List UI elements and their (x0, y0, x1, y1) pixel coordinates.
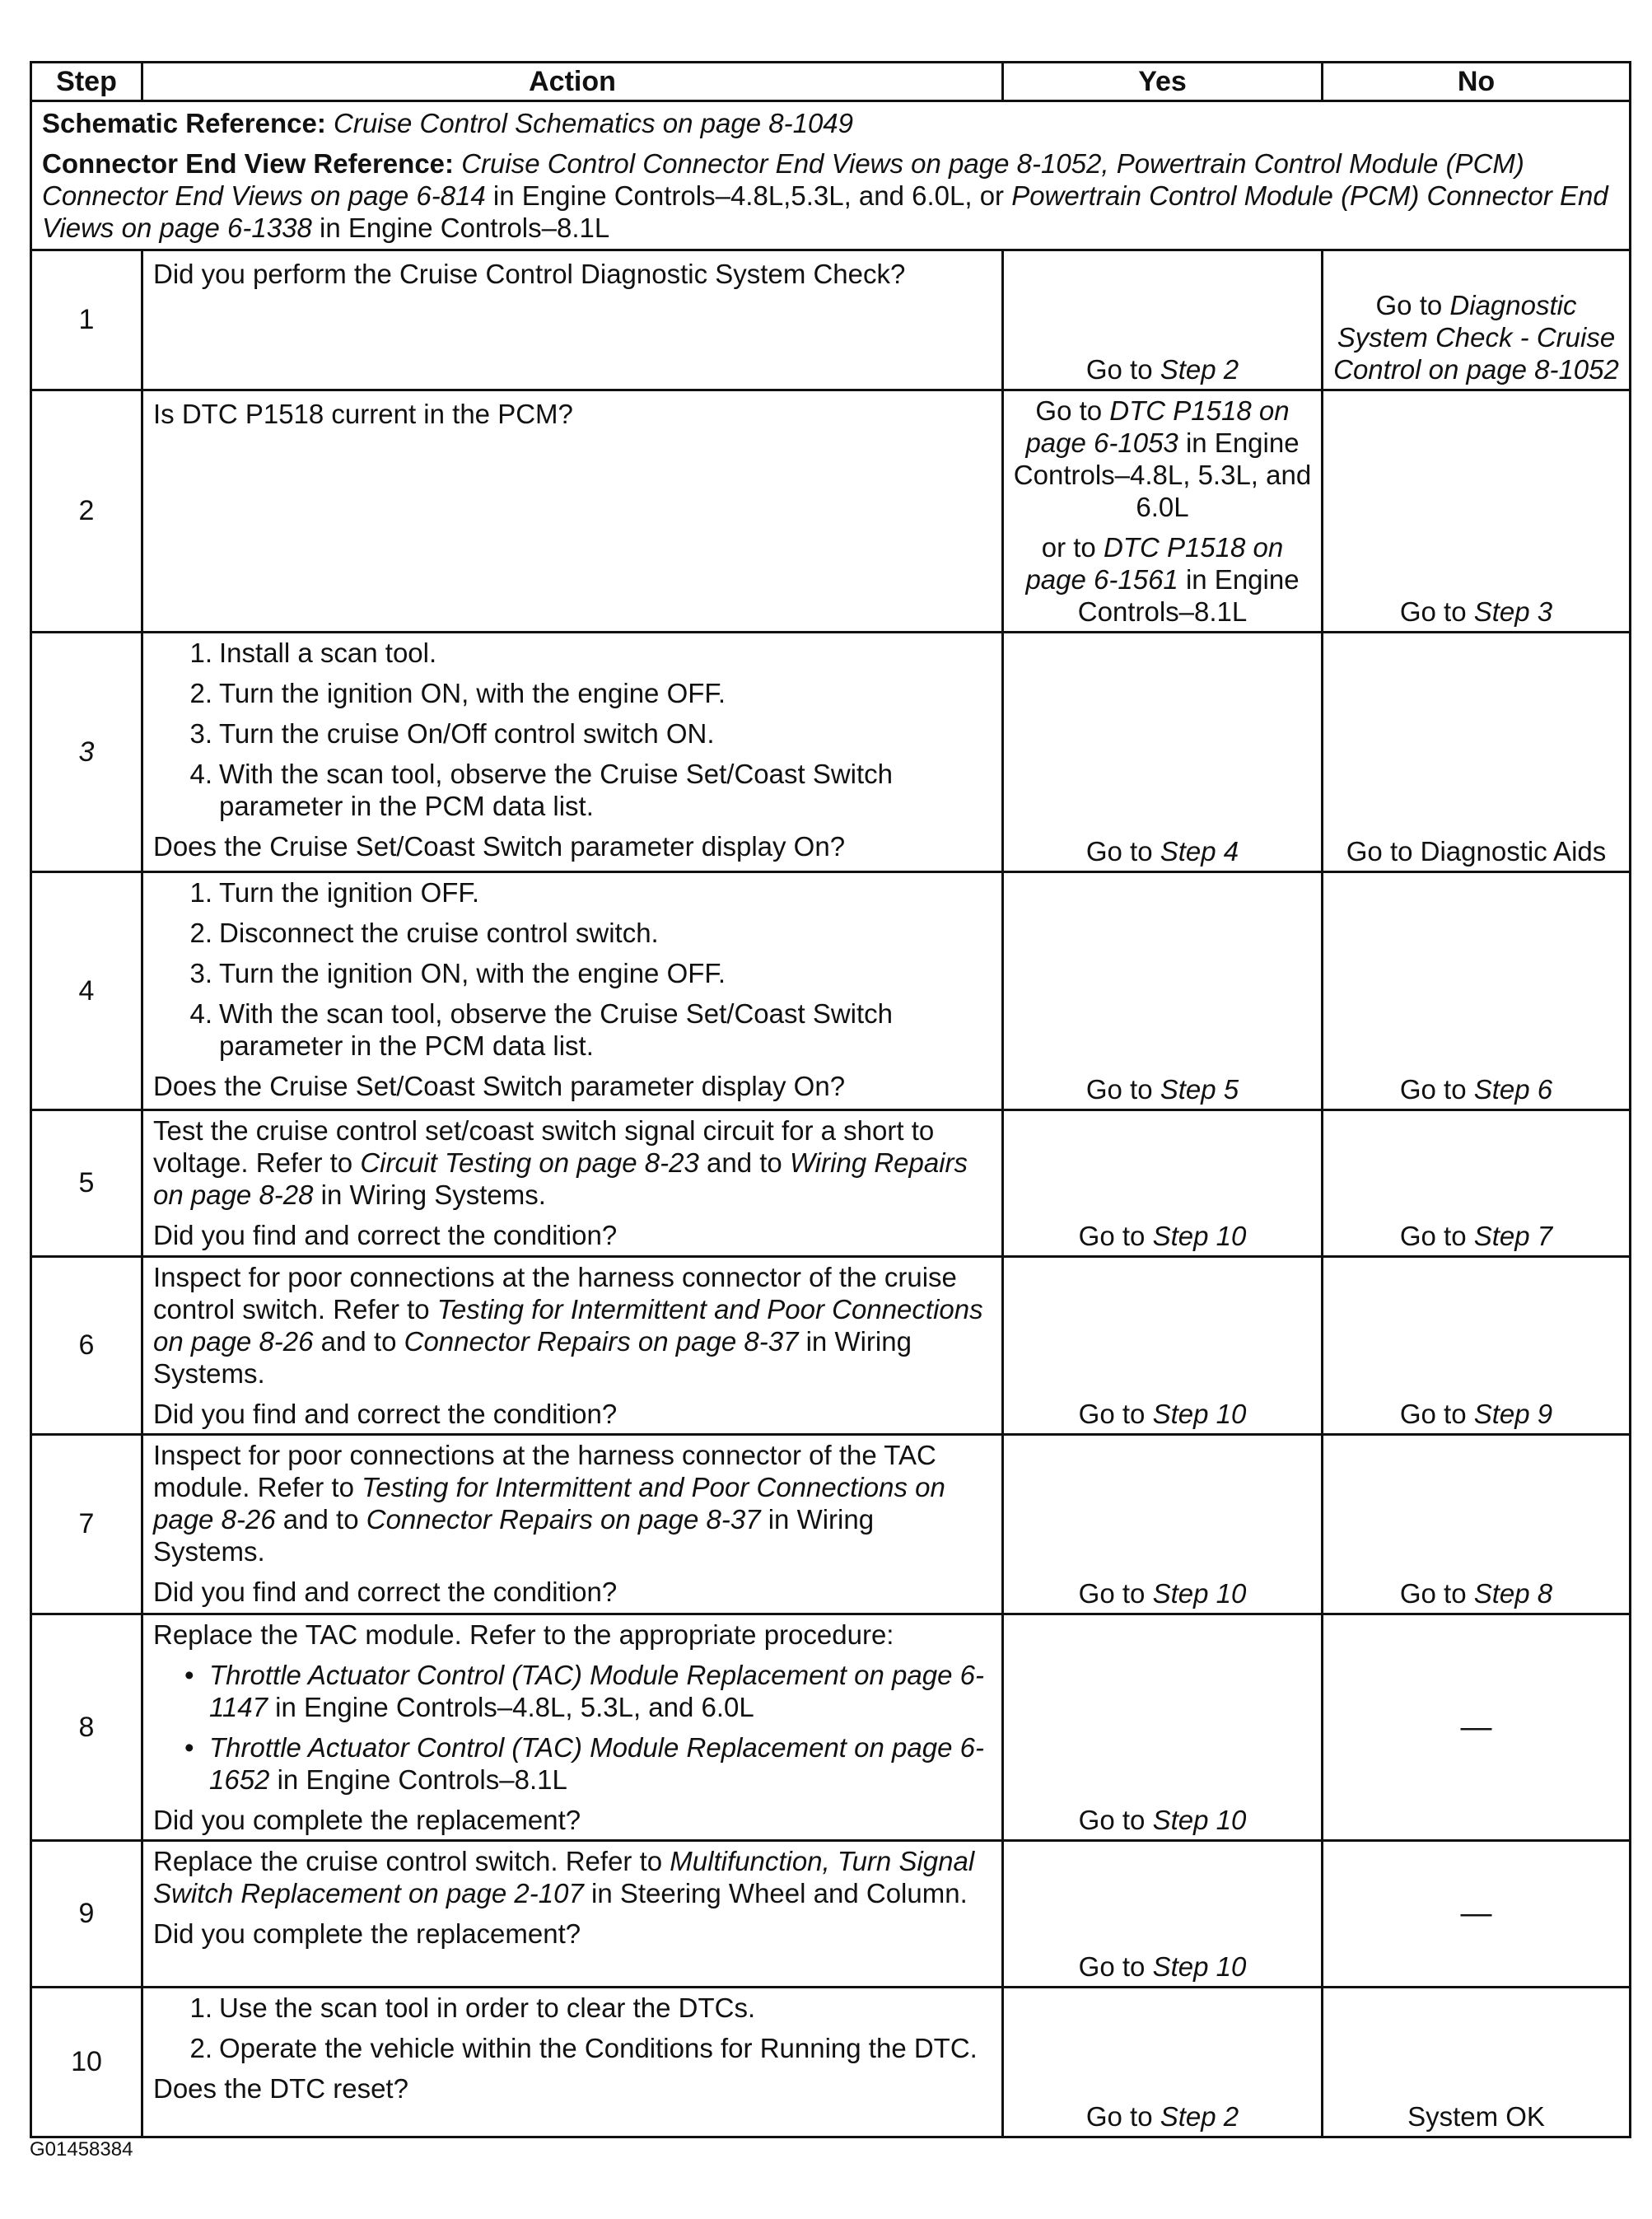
reference-link[interactable]: Connector Repairs on page 8-37 (366, 1504, 761, 1535)
table-row (31, 1257, 1631, 1435)
step-instructions (153, 876, 992, 1062)
reference-link[interactable]: Circuit Testing on page 8-23 (360, 1147, 699, 1178)
list-item: 2. Operate the vehicle within the Conditions for Running the DTC. (189, 2033, 978, 2063)
table-row (31, 390, 1631, 633)
no-link[interactable]: Go to Diagnostic Aids (1346, 836, 1607, 867)
reference-link[interactable]: Throttle Actuator Control (TAC) Module Replacement on page 6-1652 (209, 1732, 984, 1795)
list-item: 1. Turn the ignition OFF. (189, 877, 480, 908)
no-cell: — (1323, 1614, 1631, 1841)
diagnostic-table-sheet (30, 61, 1629, 2138)
list-item: 1. Use the scan tool in order to clear the DTCs. (189, 1992, 756, 2023)
step-number: 1 (31, 250, 142, 390)
header-action: Action (142, 63, 1003, 101)
action-cell (142, 633, 1003, 872)
action-cell (142, 250, 1003, 390)
no-cell: Go to Diagnostic System Check - Cruise Control on page 8-1052 (1323, 250, 1631, 390)
yes-cell: Go to Step 4 (1003, 633, 1323, 872)
yes-link-alt[interactable]: DTC P1518 on page 6-1561 (1025, 532, 1284, 595)
step-instructions (153, 637, 992, 822)
list-item: 3. Turn the cruise On/Off control switch ON. (189, 718, 715, 749)
yes-link[interactable]: Step 2 (1160, 2101, 1239, 2132)
step-question: Did you find and correct the condition? (153, 1399, 618, 1429)
yes-link[interactable]: Step 2 (1160, 354, 1239, 385)
yes-cell: Go to Step 2 (1003, 250, 1323, 390)
step-number: 7 (31, 1435, 142, 1614)
table-header-row (31, 63, 1631, 101)
no-link[interactable]: Step 9 (1473, 1399, 1553, 1429)
action-cell (142, 1841, 1003, 1988)
yes-cell: Go to Step 2 (1003, 1988, 1323, 2137)
no-link[interactable]: Step 6 (1473, 1074, 1553, 1105)
header-yes: Yes (1003, 63, 1323, 101)
reference-link[interactable]: Testing for Intermittent and Poor Connections on page 8-26 (153, 1294, 983, 1357)
yes-cell: Go to Step 10 (1003, 1614, 1323, 1841)
step-number: 9 (31, 1841, 142, 1988)
step-number: 10 (31, 1988, 142, 2137)
list-item: • Throttle Actuator Control (TAC) Module Replacement on page 6-1147 in Engine Controls–4.8L, 5.3L, and 6.0L (184, 1660, 984, 1722)
schematic-reference-label: Schematic Reference: (42, 108, 326, 138)
step-question: Does the Cruise Set/Coast Switch parameter display On? (153, 831, 846, 862)
no-cell: Go to Step 9 (1323, 1257, 1631, 1435)
table-row (31, 1110, 1631, 1257)
yes-link[interactable]: Step 10 (1152, 1578, 1247, 1609)
step-number: 4 (31, 872, 142, 1110)
connector-reference-text-4: in Engine Controls–8.1L (311, 213, 610, 243)
yes-cell: Go to Step 10 (1003, 1110, 1323, 1257)
step-number: 3 (31, 633, 142, 872)
step-question: Is DTC P1518 current in the PCM? (153, 399, 573, 429)
table-row (31, 1841, 1631, 1988)
step-number: 5 (31, 1110, 142, 1257)
no-cell: — (1323, 1841, 1631, 1988)
no-link[interactable]: Diagnostic System Check - Cruise Control on page 8-1052 (1333, 290, 1619, 385)
yes-cell: Go to Step 5 (1003, 872, 1323, 1110)
yes-cell: Go to Step 10 (1003, 1257, 1323, 1435)
no-link[interactable]: Step 8 (1473, 1578, 1553, 1609)
schematic-reference (42, 107, 1621, 139)
list-item: • Throttle Actuator Control (TAC) Module Replacement on page 6-1652 in Engine Controls–8.1L (184, 1732, 984, 1795)
list-item: 4. With the scan tool, observe the Cruise Set/Coast Switch parameter in the PCM data list. (189, 998, 894, 1061)
step-question: Does the Cruise Set/Coast Switch parameter display On? (153, 1071, 846, 1101)
action-cell (142, 1435, 1003, 1614)
list-item: 2. Turn the ignition ON, with the engine OFF. (189, 678, 726, 708)
step-instruction: Inspect for poor connections at the harness connector of the TAC module. Refer to Testing for Intermittent and Poor Connections on page 8-26 and to Connector Repairs on page 8-37 in Wiring Systems. (153, 1440, 945, 1567)
action-cell (142, 1257, 1003, 1435)
no-link[interactable]: Step 7 (1473, 1221, 1553, 1251)
action-cell (142, 1988, 1003, 2137)
step-number: 8 (31, 1614, 142, 1841)
yes-link[interactable]: Step 10 (1152, 1399, 1247, 1429)
list-item: 3. Turn the ignition ON, with the engine OFF. (189, 958, 726, 988)
connector-reference-text-2: in Engine Controls–4.8L,5.3L, and 6.0L, or (485, 180, 1012, 211)
list-item: 4. With the scan tool, observe the Cruise Set/Coast Switch parameter in the PCM data list. (189, 759, 894, 821)
table-row (31, 1435, 1631, 1614)
step-instruction: Inspect for poor connections at the harness connector of the cruise control switch. Refer to Testing for Intermittent and Poor Connections on page 8-26 and to Connector Repairs on page 8-37 in Wiring Systems. (153, 1262, 983, 1389)
step-instruction: Test the cruise control set/coast switch signal circuit for a short to voltage. Refer to Circuit Testing on page 8-23 and to Wiring Repairs on page 8-28 in Wiring Systems. (153, 1115, 968, 1210)
table-row (31, 872, 1631, 1110)
step-instructions (153, 1992, 992, 2064)
figure-id: G01458384 (30, 2138, 133, 2161)
step-number: 6 (31, 1257, 142, 1435)
connector-reference-link-2[interactable]: Powertrain Control Module (PCM) Connector End Views on page 6-1338 (42, 180, 1608, 243)
procedure-list (153, 1659, 992, 1796)
connector-reference (42, 147, 1621, 244)
reference-link[interactable]: Wiring Repairs on page 8-28 (153, 1147, 968, 1210)
yes-cell: Go to Step 10 (1003, 1435, 1323, 1614)
table-row (31, 250, 1631, 390)
yes-link[interactable]: Step 5 (1160, 1074, 1239, 1105)
no-cell: System OK (1323, 1988, 1631, 2137)
action-cell (142, 1614, 1003, 1841)
step-question: Did you complete the replacement? (153, 1918, 581, 1949)
no-cell: Go to Step 7 (1323, 1110, 1631, 1257)
list-item: 1. Install a scan tool. (189, 638, 437, 668)
table-row (31, 633, 1631, 872)
reference-link[interactable]: Connector Repairs on page 8-37 (404, 1326, 799, 1357)
action-cell (142, 1110, 1003, 1257)
step-question: Did you find and correct the condition? (153, 1220, 618, 1250)
connector-reference-link-1[interactable]: Cruise Control Connector End Views on page 8-1052, Powertrain Control Module (PCM) Connector End Views on page 6-814 (42, 148, 1524, 211)
step-instruction: Replace the TAC module. Refer to the appropriate procedure: (153, 1619, 894, 1650)
table-row (31, 1988, 1631, 2137)
reference-link[interactable]: Multifunction, Turn Signal Switch Replacement on page 2-107 (153, 1846, 975, 1908)
bullet-icon: • (184, 1732, 194, 1763)
connector-reference-label: Connector End View Reference: (42, 148, 455, 179)
list-item: 2. Disconnect the cruise control switch. (189, 918, 659, 948)
bullet-icon: • (184, 1660, 194, 1690)
step-question: Did you perform the Cruise Control Diagnostic System Check? (153, 259, 906, 289)
no-link[interactable]: Step 3 (1473, 596, 1553, 627)
reference-link[interactable]: Testing for Intermittent and Poor Connections on page 8-26 (153, 1472, 945, 1535)
table-row (31, 1614, 1631, 1841)
yes-link[interactable]: Step 10 (1152, 1951, 1247, 1982)
no-cell: Go to Step 3 (1323, 390, 1631, 633)
step-instruction: Replace the cruise control switch. Refer to Multifunction, Turn Signal Switch Replacement on page 2-107 in Steering Wheel and Column. (153, 1846, 975, 1908)
no-cell: Go to Step 8 (1323, 1435, 1631, 1614)
yes-link[interactable]: Step 10 (1152, 1221, 1247, 1251)
step-question: Does the DTC reset? (153, 2073, 408, 2104)
step-question: Did you find and correct the condition? (153, 1577, 618, 1607)
diagnostic-table (30, 61, 1631, 2138)
reference-link[interactable]: Throttle Actuator Control (TAC) Module Replacement on page 6-1147 (209, 1660, 984, 1722)
header-no: No (1323, 63, 1631, 101)
action-cell (142, 872, 1003, 1110)
yes-link[interactable]: DTC P1518 on page 6-1053 (1025, 395, 1290, 458)
yes-link[interactable]: Step 4 (1160, 836, 1239, 867)
no-cell: Go to Step 6 (1323, 872, 1631, 1110)
header-step: Step (31, 63, 142, 101)
step-question: Did you complete the replacement? (153, 1805, 581, 1835)
yes-cell: Go to Step 10 (1003, 1841, 1323, 1988)
step-number: 2 (31, 390, 142, 633)
action-cell (142, 390, 1003, 633)
reference-cell (31, 101, 1631, 250)
yes-cell: Go to DTC P1518 on page 6-1053 in Engine Controls–4.8L, 5.3L, and 6.0L or to DTC P1518 on page 6-1561 in Engine Controls–8.1L (1003, 390, 1323, 633)
yes-link[interactable]: Step 10 (1152, 1805, 1247, 1835)
schematic-reference-link[interactable]: Cruise Control Schematics on page 8-1049 (334, 108, 854, 138)
reference-row (31, 101, 1631, 250)
no-cell (1323, 633, 1631, 872)
